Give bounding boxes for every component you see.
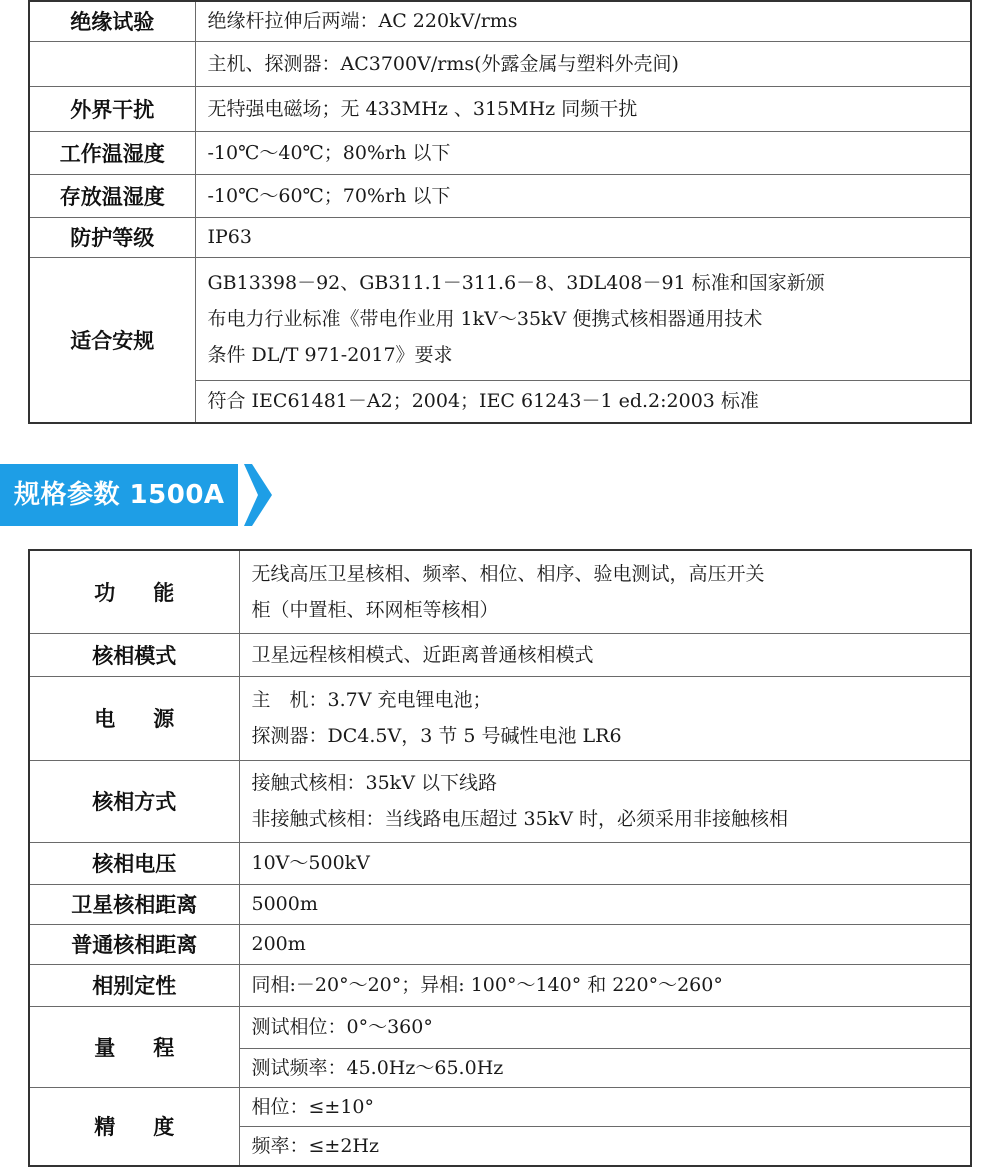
row-value xyxy=(239,550,971,633)
row-value: 符合 IEC61481－A2；2004；IEC 61243－1 ed.2:2003 标准 xyxy=(195,380,971,423)
value-line: GB13398－92、GB311.1－311.6－8、3DL408－91 标准和国家新颁 xyxy=(207,271,825,294)
row-value: 主机、探测器：AC3700V/rms(外露金属与塑料外壳间) xyxy=(195,41,971,86)
row-label: 相别定性 xyxy=(29,964,239,1006)
row-label-text: 精度 xyxy=(94,1115,213,1139)
row-value: 测试频率：45.0Hz～65.0Hz xyxy=(239,1048,971,1087)
row-label-text: 量程 xyxy=(94,1035,213,1060)
spec-table-1500a xyxy=(28,549,972,1167)
row-value xyxy=(239,760,971,842)
row-label xyxy=(29,41,195,86)
row-label-text: 功能 xyxy=(94,580,213,605)
row-value: 200m xyxy=(239,924,971,964)
row-value: 相位：≤±10° xyxy=(239,1087,971,1126)
row-label: 适合安规 xyxy=(29,257,195,423)
row-label: 核相模式 xyxy=(29,633,239,676)
row-label xyxy=(29,676,239,760)
value-line: 接触式核相：35kV 以下线路 xyxy=(251,772,497,794)
row-value: -10℃～60℃；70%rh 以下 xyxy=(195,174,971,217)
row-label: 防护等级 xyxy=(29,217,195,257)
row-value xyxy=(195,257,971,380)
table-row xyxy=(29,1,971,41)
row-value: -10℃～40℃；80%rh 以下 xyxy=(195,131,971,174)
table-row xyxy=(29,924,971,964)
table-row xyxy=(29,964,971,1006)
row-label: 存放温湿度 xyxy=(29,174,195,217)
badge-arrow xyxy=(244,464,272,526)
row-label-text: 电源 xyxy=(94,707,213,731)
row-label: 普通核相距离 xyxy=(29,924,239,964)
table-row xyxy=(29,633,971,676)
row-label xyxy=(29,1087,239,1166)
row-value: 绝缘杆拉伸后两端：AC 220kV/rms xyxy=(195,1,971,41)
table-row xyxy=(29,842,971,884)
table-row xyxy=(29,41,971,86)
table-row xyxy=(29,550,971,633)
row-label: 核相电压 xyxy=(29,842,239,884)
section-title: 规格参数 1500A xyxy=(14,480,225,510)
row-label: 核相方式 xyxy=(29,760,239,842)
table-row xyxy=(29,1087,971,1126)
table-row xyxy=(29,257,971,380)
row-label: 卫星核相距离 xyxy=(29,884,239,924)
row-value xyxy=(239,676,971,760)
value-line: 布电力行业标准《带电作业用 1kV～35kV 便携式核相器通用技术 xyxy=(207,307,763,330)
row-value: 测试相位：0°～360° xyxy=(239,1006,971,1048)
row-value: 5000m xyxy=(239,884,971,924)
row-value: 同相:－20°～20°；异相: 100°～140° 和 220°～260° xyxy=(239,964,971,1006)
row-value: IP63 xyxy=(195,217,971,257)
table-row xyxy=(29,86,971,131)
table-row xyxy=(29,884,971,924)
table-row xyxy=(29,676,971,760)
value-line: 非接触式核相：当线路电压超过 35kV 时，必须采用非接触核相 xyxy=(251,808,788,830)
row-value: 卫星远程核相模式、近距离普通核相模式 xyxy=(239,633,971,676)
row-label xyxy=(29,550,239,633)
table-row xyxy=(29,131,971,174)
table-row xyxy=(29,760,971,842)
value-line: 条件 DL/T 971-2017》要求 xyxy=(207,343,453,366)
value-line: 主 机：3.7V 充电锂电池； xyxy=(251,689,492,711)
table-row xyxy=(29,1006,971,1048)
row-label xyxy=(29,1006,239,1087)
row-value: 10V～500kV xyxy=(239,842,971,884)
value-line: 探测器：DC4.5V，3 节 5 号碱性电池 LR6 xyxy=(251,725,622,747)
row-label: 工作温湿度 xyxy=(29,131,195,174)
row-value: 无特强电磁场；无 433MHz 、315MHz 同频干扰 xyxy=(195,86,971,131)
row-label: 外界干扰 xyxy=(29,86,195,131)
table-row xyxy=(29,217,971,257)
value-line: 柜（中置柜、环网柜等核相） xyxy=(251,598,499,621)
row-value: 频率：≤±2Hz xyxy=(239,1126,971,1166)
section-badge xyxy=(0,464,272,526)
spec-table-insulation xyxy=(28,0,972,424)
table-row xyxy=(29,174,971,217)
value-line: 无线高压卫星核相、频率、相位、相序、验电测试，高压开关 xyxy=(251,562,765,585)
row-label: 绝缘试验 xyxy=(29,1,195,41)
